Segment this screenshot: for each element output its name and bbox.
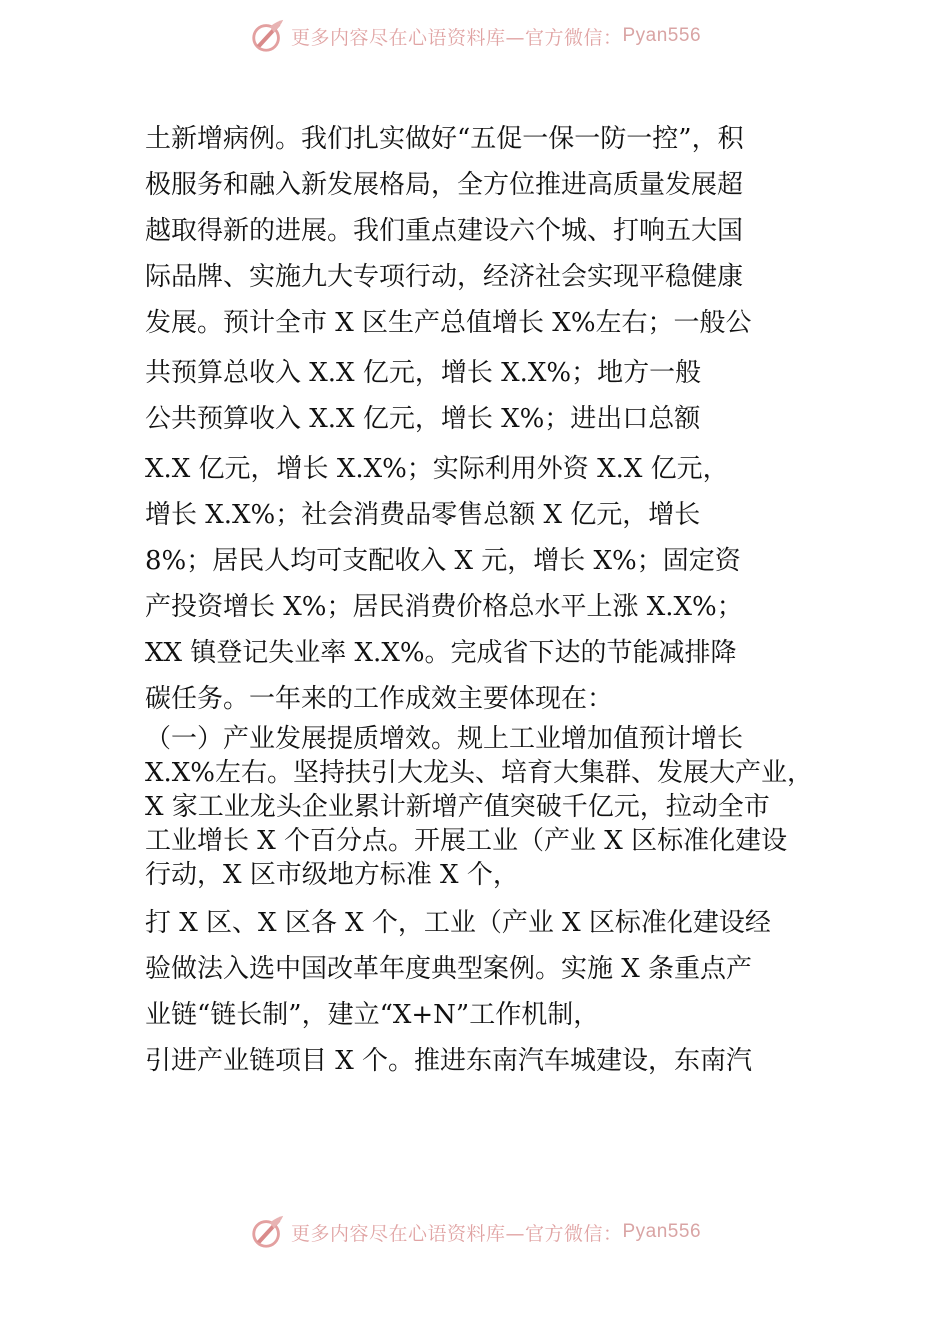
text-line: 打 X 区、X 区各 X 个，工业（产业 X 区标准化建设经	[145, 908, 771, 938]
watermark-wechat-id: Pyan556	[622, 25, 702, 46]
quill-seal-icon	[249, 17, 287, 55]
text-line: 8%；居民人均可支配收入 X 元，增长 X%；固定资	[145, 546, 741, 576]
footer-watermark	[0, 1210, 950, 1254]
text-line: 行动，X 区市级地方标准 X 个，	[145, 860, 519, 890]
text-line: 验做法入选中国改革年度典型案例。实施 X 条重点产	[145, 954, 753, 984]
text-line: 发展。预计全市 X 区生产总值增长 X%左右；一般公	[145, 308, 752, 338]
text-line: X 家工业龙头企业累计新增产值突破千亿元，拉动全市	[145, 792, 770, 822]
text-line: 越取得新的进展。我们重点建设六个城、打响五大国	[145, 216, 744, 246]
text-line: 引进产业链项目 X 个。推进东南汽车城建设，东南汽	[145, 1046, 753, 1076]
header-watermark	[0, 14, 950, 58]
text-line: 际品牌、实施九大专项行动，经济社会实现平稳健康	[145, 262, 744, 292]
text-line: X.X%左右。坚持扶引大龙头、培育大集群、发展大产业，	[145, 758, 813, 788]
text-line: 增长 X.X%；社会消费品零售总额 X 亿元，增长	[145, 500, 701, 530]
text-line: 产投资增长 X%；居民消费价格总水平上涨 X.X%；	[145, 592, 743, 622]
watermark-text: 更多内容尽在心语资料库—官方微信：	[290, 1222, 623, 1245]
text-line: （一）产业发展提质增效。规上工业增加值预计增长	[145, 724, 744, 754]
text-line: XX 镇登记失业率 X.X%。完成省下达的节能减排降	[145, 638, 737, 668]
document-body	[145, 116, 845, 1084]
watermark-wechat-id: Pyan556	[622, 1221, 702, 1242]
quill-seal-icon	[249, 1213, 287, 1251]
text-line: 极服务和融入新发展格局，全方位推进高质量发展超	[145, 170, 744, 200]
text-line: 公共预算收入 X.X 亿元，增长 X%；进出口总额	[145, 404, 701, 434]
text-line: X.X 亿元，增长 X.X%；实际利用外资 X.X 亿元，	[145, 454, 729, 484]
text-line: 土新增病例。我们扎实做好“五促一保一防一控”，积	[145, 124, 744, 154]
watermark-text: 更多内容尽在心语资料库—官方微信：	[290, 26, 623, 49]
text-line: 工业增长 X 个百分点。开展工业（产业 X 区标准化建设	[145, 826, 788, 856]
text-line: 共预算总收入 X.X 亿元，增长 X.X%；地方一般	[145, 358, 702, 388]
text-line: 业链“链长制”，建立“X+N”工作机制，	[145, 1000, 600, 1030]
text-line: 碳任务。一年来的工作成效主要体现在：	[145, 684, 614, 714]
